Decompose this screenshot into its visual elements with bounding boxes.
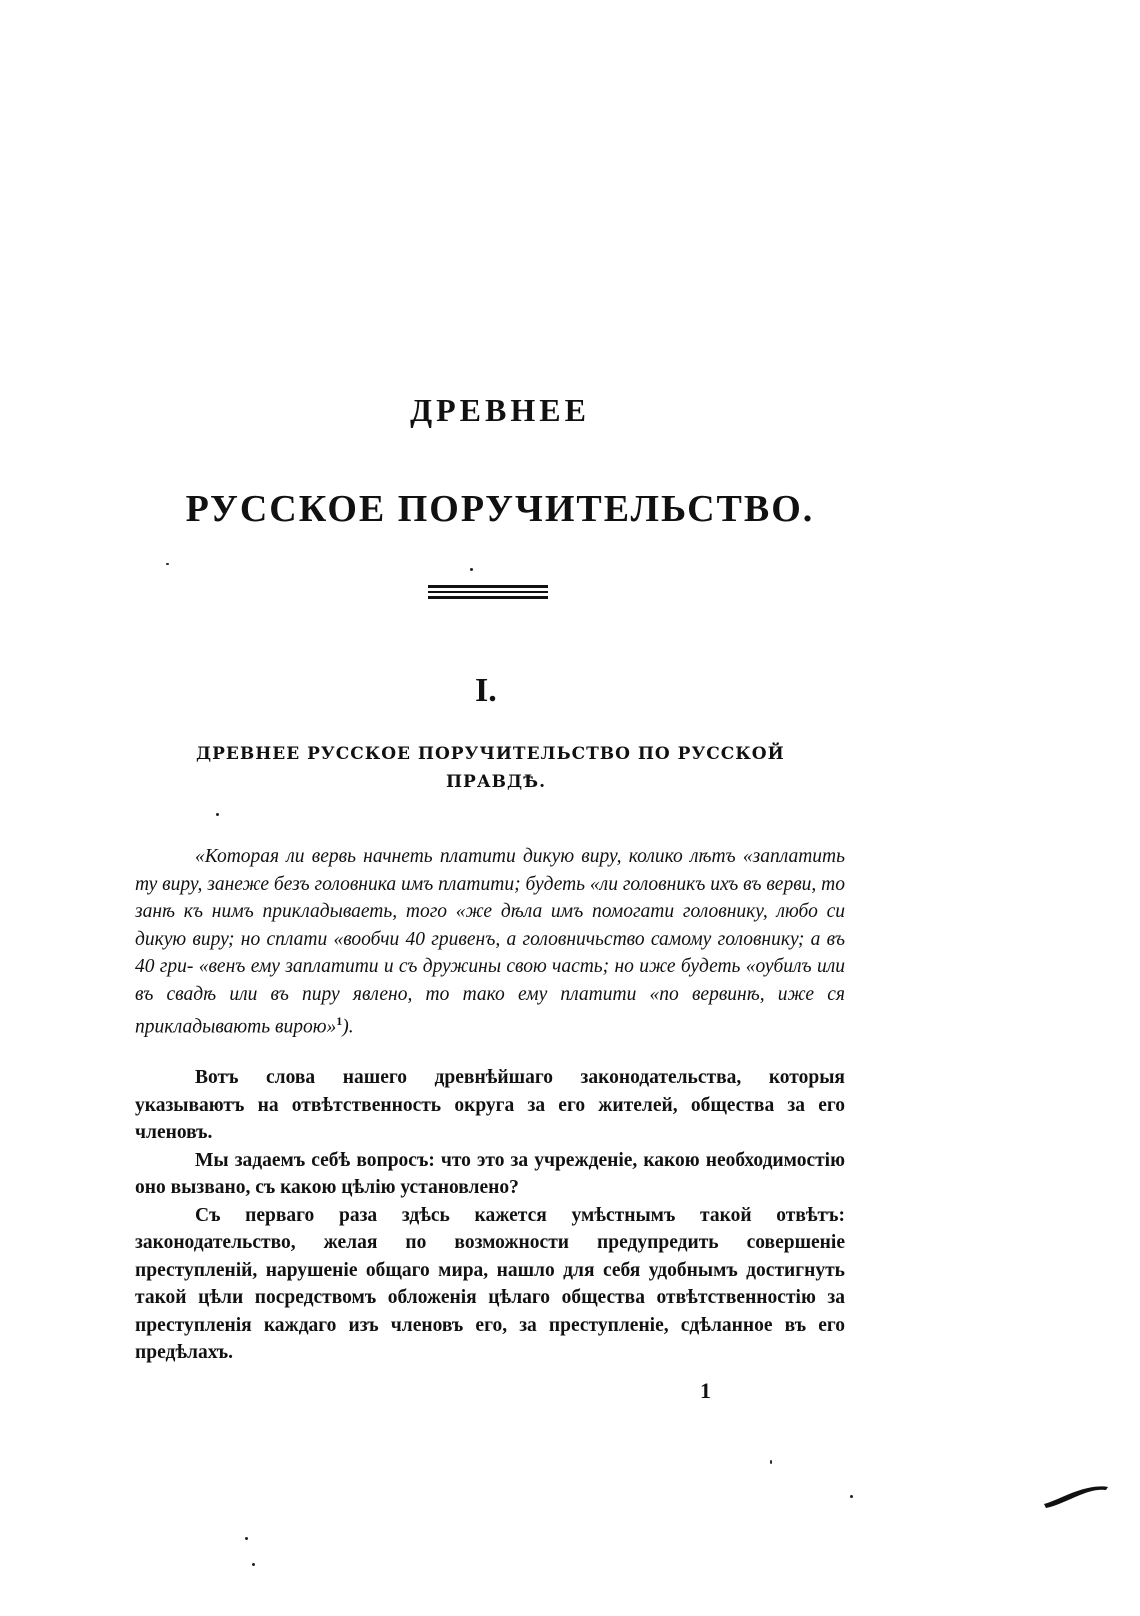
page-number: 1	[700, 1378, 711, 1403]
scan-speck	[470, 568, 473, 571]
scan-speck	[166, 563, 169, 565]
scan-speck	[850, 1495, 853, 1498]
scan-speck	[770, 1460, 772, 1464]
decorative-triple-rule	[428, 585, 548, 599]
quotation-text: «Которая ли вервь начнеть платити дикую виру, колико лѣтъ «заплатить ту виру, занеже безъ головника имъ платити; будеть «ли головникъ ихъ въ верви, то занѣ къ нимъ прикладываеть, того «же дѣла имъ помогати головнику, любо си дикую виру; но сплати «вообчи 40 гривенъ, а головничьство самому головнику; а въ 40 гри- «венъ ему заплатити и съ дружины свою часть; но иже будеть «оубилъ или въ свадѣ или въ пиру явлено, то тако ему платити «по вервинѣ, иже ся прикладывають вирою»	[135, 846, 845, 1038]
footnote-marker: 1	[336, 1014, 343, 1028]
scan-speck	[216, 813, 219, 816]
scan-speck	[245, 1537, 248, 1540]
quotation-block	[135, 843, 845, 1041]
paragraph: Съ перваго раза здѣсь кажется умѣстнымъ такой отвѣтъ: законодательство, желая по возможности предупредить совершеніе преступленій, нарушеніе общаго мира, нашло для себя удобнымъ достигнуть такой цѣли посредствомъ обложенія цѣлаго общества отвѣтственностію за преступленія каждаго изъ членовъ его, за преступленіе, сдѣланное въ его предѣлахъ.	[135, 1204, 845, 1363]
title-line-1: ДРЕВНЕЕ	[410, 392, 590, 428]
paragraph: Вотъ слова нашего древнѣйшаго законодательства, которыя указываютъ на отвѣтственность округа за его жителей, общества за его членовъ.	[135, 1067, 845, 1143]
quotation-closing: ).	[342, 1016, 354, 1038]
section-title	[196, 740, 796, 792]
section-title-line-1: ДРЕВНЕЕ РУССКОЕ ПОРУЧИТЕЛЬСТВО ПО РУССКОЙ	[196, 744, 785, 764]
title-line-2: РУССКОЕ ПОРУЧИТЕЛЬСТВО.	[185, 488, 815, 530]
section-number: I.	[475, 672, 497, 709]
ink-stroke-mark	[1040, 1480, 1110, 1510]
section-title-line-2: ПРАВДѢ.	[446, 772, 547, 792]
paragraph: Мы задаемъ себѣ вопросъ: что это за учрежденіе, какою необходимостію оно вызвано, съ какою цѣлію установлено?	[135, 1149, 845, 1198]
scan-speck	[252, 1563, 255, 1566]
body-text	[135, 1064, 845, 1367]
